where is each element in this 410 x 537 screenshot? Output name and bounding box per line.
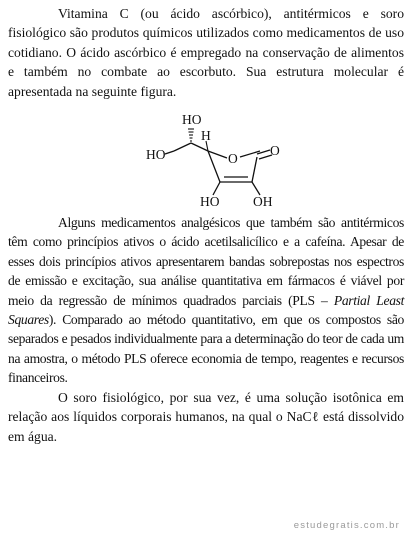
label-stereo-hydrogen: H <box>201 128 211 144</box>
bond-carbonyl <box>257 150 270 154</box>
label-enol-hydroxyl-left: HO <box>200 194 220 210</box>
ascorbic-acid-structure-figure <box>8 107 404 209</box>
molecule-diagram <box>8 107 404 209</box>
paragraph-saline: O soro fisiológico, por sua vez, é uma solução isotônica em relação aos líquidos corporais humanos, na qual o NaCℓ está dissolvido em água. <box>8 389 404 444</box>
paragraph-analgesics-text-start: Alguns medicamentos analgésicos que também são antitérmicos têm como princípios ativos o ácido acetilsalicílico e a cafeína. Apesar de esses dois princípios ativos apresentarem bandas sobrepostas nos espectros de emissão e excitação, sua análise quantitativa em fármacos é viável por meio da regressão de mínimos quadrados parciais (PLS – <box>8 215 404 308</box>
label-side-chain-hydroxyl: HO <box>182 112 202 128</box>
hashed-wedge-bond <box>188 129 194 141</box>
label-carbonyl-oxygen: O <box>270 143 280 159</box>
bond-c5-c6 <box>174 143 191 151</box>
label-enol-hydroxyl-right: OH <box>253 194 273 210</box>
document-page <box>8 4 404 446</box>
bond-c4-c5 <box>191 143 208 151</box>
paragraph-analgesics-italic-term: Partial Least Squares <box>8 292 405 328</box>
label-ring-oxygen: O <box>228 151 238 167</box>
bond-c3-c4 <box>208 151 220 182</box>
paragraph-analgesics <box>8 213 404 388</box>
paragraph-analgesics-text-end: ). Comparado ao método quantitativo, em que os compostos são separados e pesados individualmente para a determinação do teor de cada um na amostra, o método PLS oferece economia de tempo, reagentes e recursos financeiros. <box>8 312 404 386</box>
bond-c6-o <box>165 151 174 154</box>
label-terminal-hydroxyl: HO <box>146 147 166 163</box>
paragraph-vitamin-c: Vitamina C (ou ácido ascórbico), antitérmicos e soro fisiológico são produtos químicos utilizados como medicamentos de uso cotidiano. O ácido ascórbico é empregado na conservação de alimentos e também no combate ao escorbuto. Sua estrutura molecular é apresentada na seguinte figura. <box>8 6 404 99</box>
site-watermark: estudegratis.com.br <box>293 520 400 531</box>
bond-c1-c2 <box>252 157 257 182</box>
